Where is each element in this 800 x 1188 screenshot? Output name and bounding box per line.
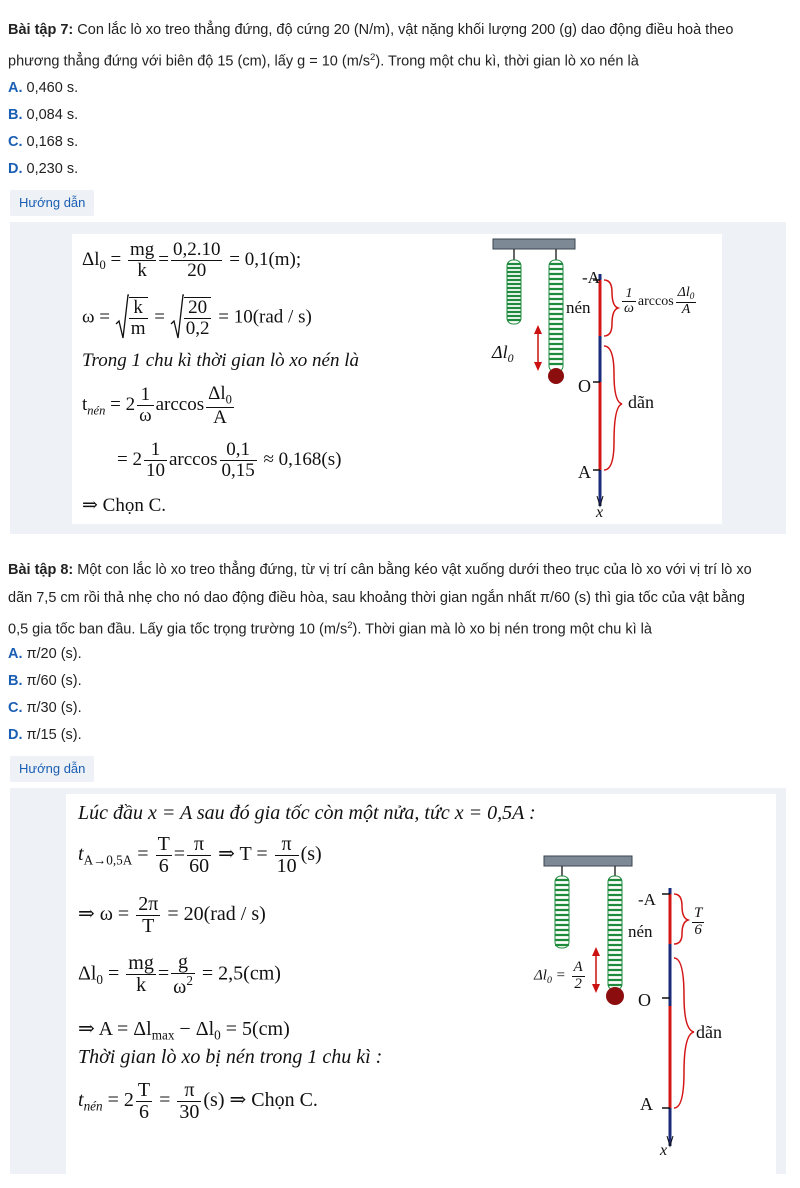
ex8-option-c[interactable]: C. π/30 (s).: [8, 700, 82, 716]
ex8-question-line1: Một con lắc lò xo treo thẳng đứng, từ vị trí cân bằng kéo vật xuống dưới theo trục của lò xo với vị trí lò xo: [73, 562, 752, 578]
spring-stretched: [608, 876, 622, 990]
ex8-option-a[interactable]: A. π/20 (s).: [8, 646, 82, 662]
ex7-option-b[interactable]: B. 0,084 s.: [8, 107, 79, 123]
ex7-option-c[interactable]: C. 0,168 s.: [8, 134, 79, 150]
ex8-fig-dan: dãn: [696, 1022, 722, 1042]
ex8-solution-card: [66, 794, 776, 1174]
spring-relaxed: [507, 260, 521, 324]
ex8-fig-A: A: [640, 1094, 653, 1114]
ex8-question: Bài tập 8: Một con lắc lò xo treo thẳng đứng, từ vị trí cân bằng kéo vật xuống dưới theo trục của lò xo với vị trí lò xo dãn 7,5 cm rồi thả nhẹ cho nó dao động điều hòa, sau khoảng thời gian ngắn nhất π/60 (s) thì gia tốc của vật bằng 0,5 gia tốc ban đầu. Lấy gia tốc trọng trường 10 $(m/s^2)$. Thời gian mà lò xo bị nén trong một chu kì là: [8, 562, 752, 638]
ex7-option-a[interactable]: A. 0,460 s.: [8, 80, 79, 96]
ex7-fig-brace-label: $\frac{1}{\omega}$ arccos $\frac{\Delta l_0}{A}$: [624, 285, 695, 317]
ex7-solution-card: [72, 234, 722, 524]
ex8-fig-O: O: [638, 990, 651, 1010]
ex7-fig-O: O: [578, 376, 591, 396]
brace-dan: [604, 346, 622, 470]
ex7-fig-minusA: -A: [582, 268, 600, 287]
mass-ball: [606, 987, 624, 1005]
ex8-question-line2: dãn 7,5 cm rồi thả nhẹ cho nó dao động điều hòa, sau khoảng thời gian ngắn nhất π/60 (s) thì gia tốc của vật bằng: [8, 590, 745, 606]
ex7-fig-A: A: [578, 462, 591, 482]
mass-ball: [548, 368, 564, 384]
ex7-fig-x: x: [596, 504, 604, 521]
ex7-option-d[interactable]: D. 0,230 s.: [8, 161, 79, 177]
ex8-title: Bài tập 8:: [8, 562, 74, 578]
spring-stretched: [549, 260, 563, 372]
ex7-eq-tnen-value: = 2 $\frac{1}{10}$ arccos $\frac{0,1}{0,15}$ ≈ 0,168(s): [117, 439, 342, 481]
ex8-fig-minusA: -A: [638, 890, 656, 909]
ceiling-bar: [493, 239, 575, 249]
ex7-text-compress-time: Trong 1 chu kì thời gian lò xo nén là: [82, 350, 360, 371]
ex7-eq-tnen: $t_{nén} = 2$ $\frac{1}{\omega}$ arccos $\frac{\Delta l_0}{A}$: [82, 383, 232, 428]
ex8-eq-delta-l0: $\Delta l_0$ = $\frac{mg}{k}$ = $\frac{g}{\omega^2}$ = 2,5(cm): [78, 951, 281, 998]
ex7-eq-omega: ω = $\frac{k}{m}$ = $\frac{20}{0,2}$ = 10(rad / s): [82, 294, 312, 342]
ex7-title: Bài tập 7:: [8, 22, 74, 38]
ex8-text-intro: Lúc đầu x = A sau đó gia tốc còn một nửa, tức x = 0,5A :: [78, 802, 536, 824]
ex8-fig-brace-label: $\frac{T}{6}$: [694, 905, 703, 938]
ex8-text-compress-time: Thời gian lò xo bị nén trong 1 chu kì :: [78, 1046, 383, 1068]
brace-dan: [674, 958, 694, 1108]
ex7-hint-toggle[interactable]: Hướng dẫn: [10, 190, 94, 216]
ex8-eq-amplitude: ⇒ $A = \Delta l_{max} - \Delta l_0 = 5(cm)$: [78, 1018, 290, 1043]
ex8-eq-omega: ⇒ ω = $\frac{2\pi}{T}$ = 20(rad / s): [78, 893, 266, 937]
brace-nen: [604, 280, 618, 336]
ex7-spring-figure: [484, 234, 720, 524]
ex8-option-b[interactable]: B. π/60 (s).: [8, 673, 82, 689]
ex7-question: Bài tập 7: Con lắc lò xo treo thẳng đứng, độ cứng 20 (N/m), vật nặng khối lượng 200 (g) dao động điều hoà theo phương thẳng đứng với biên độ 15 (cm), lấy g = 10 $(m/s^2)$. Trong một chu kì, thời gian lò xo nén là: [8, 22, 734, 70]
spring-relaxed: [555, 876, 569, 948]
ex8-option-d[interactable]: D. π/15 (s).: [8, 727, 82, 743]
ex7-answer: ⇒ Chọn C.: [82, 495, 167, 516]
ex7-fig-delta-l0: $\Delta l_0$: [492, 342, 514, 366]
ceiling-bar: [544, 856, 632, 866]
ex7-fig-nen: nén: [566, 298, 591, 317]
brace-nen: [674, 894, 688, 944]
ex8-eq-t-A-halfA: $t_{A\to 0,5A}$ = $\frac{T}{6}$ = $\frac{\pi}{60}$ ⇒ T = $\frac{\pi}{10}$ (s): [78, 833, 322, 877]
ex8-fig-x: x: [660, 1142, 668, 1159]
ex8-fig-nen: nén: [628, 922, 653, 941]
ex8-hint-toggle[interactable]: Hướng dẫn: [10, 756, 94, 782]
ex7-solution-panel: [10, 222, 786, 534]
ex8-eq-tnen: $t_{nén} = 2$ $\frac{T}{6}$ = $\frac{\pi}{30}$ (s) ⇒ Chọn C.: [78, 1079, 318, 1123]
ex7-question-line2: phương thẳng đứng với biên độ 15 (cm), lấy g = 10 (m/s: [8, 53, 371, 70]
ex7-question-line1: Con lắc lò xo treo thẳng đứng, độ cứng 20 (N/m), vật nặng khối lượng 200 (g) dao động điều hoà theo: [73, 22, 734, 38]
ex7-fig-dan: dãn: [628, 392, 654, 412]
ex8-fig-delta-l0: $\Delta l_0$ = $\frac{A}{2}$: [534, 959, 583, 992]
ex7-eq-delta-l0: $\Delta l_0$ = $\frac{mg}{k}$ = $\frac{0,2.10}{20}$ = 0,1(m);: [82, 239, 302, 281]
ex8-solution-panel: [10, 788, 786, 1174]
ex8-question-line3: 0,5 gia tốc ban đầu. Lấy gia tốc trọng trường 10 (m/s: [8, 621, 348, 638]
